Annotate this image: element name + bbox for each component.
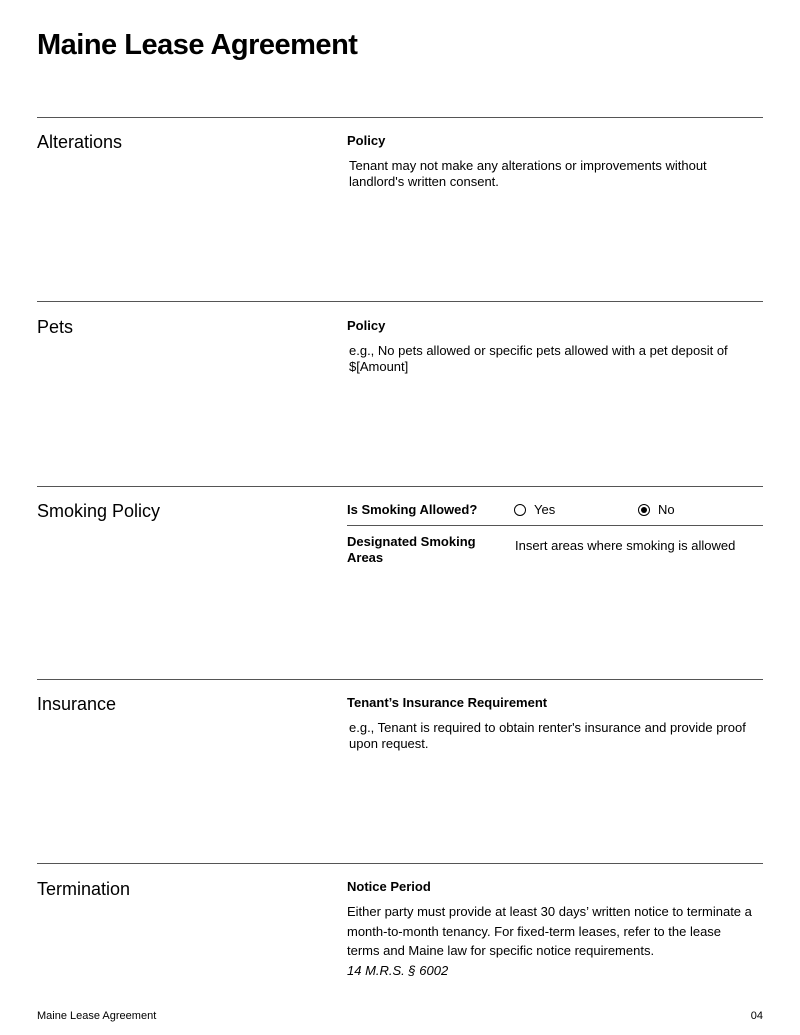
smoking-yes-radio[interactable] bbox=[514, 502, 555, 517]
notice-period-text bbox=[347, 902, 752, 980]
section-divider bbox=[37, 117, 763, 118]
smoking-areas-label: Designated Smoking Areas bbox=[347, 534, 476, 565]
insurance-requirement-label: Tenant’s Insurance Requirement bbox=[347, 695, 548, 710]
smoking-areas-field[interactable]: Insert areas where smoking is allowed bbox=[515, 538, 736, 553]
smoking-no-label: No bbox=[658, 502, 675, 517]
section-title-termination: Termination bbox=[37, 879, 131, 899]
section-divider bbox=[37, 301, 763, 302]
section-title-insurance: Insurance bbox=[37, 694, 117, 714]
alterations-policy-field[interactable]: Tenant may not make any alterations or improvements without landlord's written consent. bbox=[349, 158, 707, 189]
footer-document-name: Maine Lease Agreement bbox=[37, 1010, 157, 1022]
smoking-row-divider bbox=[347, 525, 763, 526]
radio-checked-icon bbox=[638, 504, 650, 516]
smoking-yes-label: Yes bbox=[534, 502, 556, 517]
footer-page-number: 04 bbox=[750, 1010, 763, 1022]
section-divider bbox=[37, 486, 763, 487]
page-title: Maine Lease Agreement bbox=[37, 29, 358, 61]
notice-period-body: Either party must provide at least 30 days’ written notice to terminate a month-to-month tenancy. For fixed-term leases, refer to the lease terms and Maine law for specific notice requirements. bbox=[347, 904, 752, 958]
legal-citation: 14 M.R.S. § 6002 bbox=[347, 962, 449, 978]
insurance-requirement-field[interactable]: e.g., Tenant is required to obtain renter's insurance and provide proof upon request. bbox=[349, 720, 746, 751]
section-divider bbox=[37, 679, 763, 680]
notice-period-label: Notice Period bbox=[347, 879, 431, 894]
section-title-smoking: Smoking Policy bbox=[37, 501, 161, 521]
alterations-policy-label: Policy bbox=[347, 133, 386, 148]
section-title-alterations: Alterations bbox=[37, 132, 123, 152]
pets-policy-label: Policy bbox=[347, 318, 386, 333]
smoking-allowed-label: Is Smoking Allowed? bbox=[347, 502, 478, 517]
pets-policy-field[interactable]: e.g., No pets allowed or specific pets allowed with a pet deposit of $[Amount] bbox=[349, 343, 728, 374]
section-title-pets: Pets bbox=[37, 317, 74, 337]
radio-unchecked-icon bbox=[514, 504, 526, 516]
smoking-no-radio[interactable] bbox=[638, 502, 675, 517]
section-divider bbox=[37, 863, 763, 864]
